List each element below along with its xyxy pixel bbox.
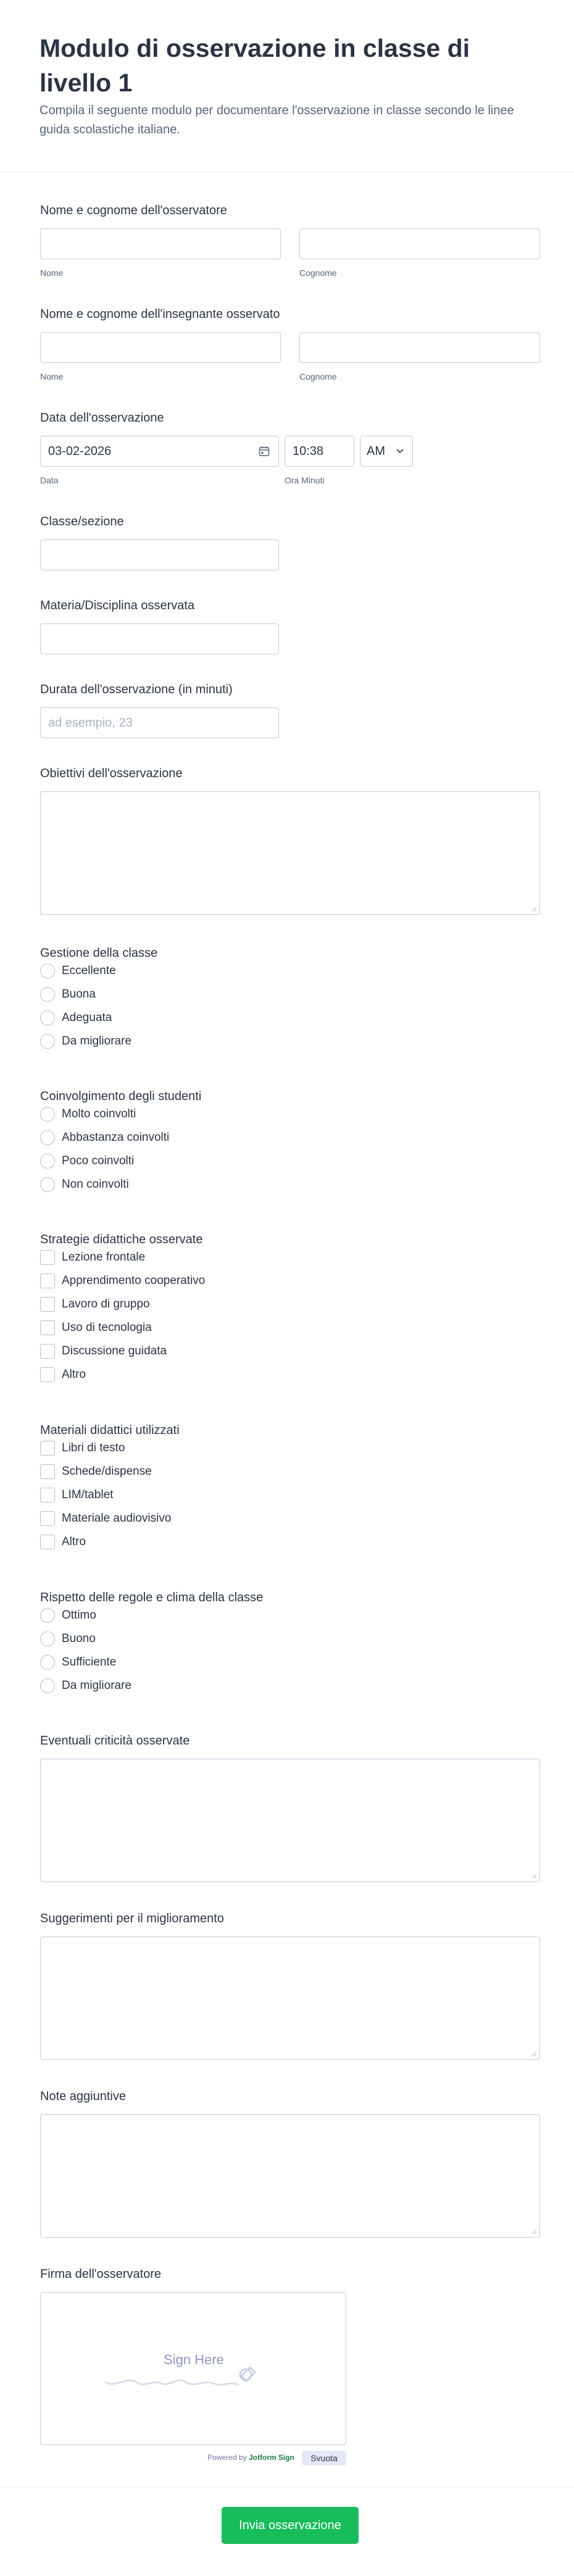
- option-label: Altro: [62, 1535, 86, 1548]
- class-management-label: Gestione della classe: [40, 946, 158, 960]
- option-label: Ottimo: [62, 1609, 96, 1622]
- materials-field: [40, 1422, 540, 1562]
- checkbox-option[interactable]: [40, 1248, 145, 1267]
- resize-grip-icon[interactable]: [531, 2051, 537, 2057]
- class-section-label: Classe/sezione: [40, 515, 124, 528]
- strategies-field: [40, 1231, 540, 1394]
- suggestions-label: Suggerimenti per il miglioramento: [40, 1912, 224, 1925]
- radio-option[interactable]: [40, 1677, 131, 1695]
- objectives-label: Obiettivi dell'osservazione: [40, 767, 183, 780]
- checkbox[interactable]: [40, 1344, 55, 1359]
- observer-last-name-input[interactable]: [299, 228, 540, 259]
- option-label: Libri di testo: [62, 1441, 125, 1454]
- radio-option[interactable]: [40, 1128, 169, 1147]
- checkbox[interactable]: [40, 1250, 55, 1265]
- radio-button[interactable]: [40, 1177, 55, 1192]
- radio-button[interactable]: [40, 1107, 55, 1122]
- time-input[interactable]: [285, 436, 354, 467]
- teacher-name-field: [40, 306, 540, 386]
- signature-field: [40, 2265, 540, 2466]
- checkbox-option[interactable]: [40, 1439, 125, 1457]
- option-label: Buono: [62, 1632, 96, 1645]
- option-label: Uso di tecnologia: [62, 1321, 152, 1334]
- observer-last-name-sublabel: Cognome: [299, 268, 337, 278]
- radio-button[interactable]: [40, 1034, 55, 1049]
- footer-divider: [0, 2486, 574, 2487]
- class-section-input[interactable]: [40, 540, 279, 570]
- ampm-select[interactable]: [360, 436, 413, 467]
- option-label: Da migliorare: [62, 1035, 131, 1048]
- issues-field: [40, 1732, 540, 1886]
- teacher-last-name-input[interactable]: [299, 332, 540, 363]
- signature-pad[interactable]: [40, 2292, 346, 2445]
- rules-climate-label: Rispetto delle regole e clima della classe: [40, 1591, 264, 1604]
- radio-button[interactable]: [40, 1678, 55, 1693]
- checkbox[interactable]: [40, 1488, 55, 1503]
- suggestions-textarea[interactable]: [40, 1936, 540, 2060]
- subject-input[interactable]: [40, 623, 279, 654]
- form-header: [0, 0, 574, 172]
- time-sublabel: Ora Minuti: [285, 475, 325, 485]
- teacher-first-name-sublabel: Nome: [40, 372, 64, 381]
- checkbox-option[interactable]: [40, 1319, 152, 1337]
- checkbox[interactable]: [40, 1511, 55, 1526]
- observation-date-field: [40, 409, 540, 490]
- option-label: LIM/tablet: [62, 1488, 114, 1501]
- date-value: 03-02-2026: [48, 444, 112, 458]
- radio-option[interactable]: [40, 1175, 129, 1194]
- student-engagement-field: [40, 1088, 540, 1205]
- rules-climate-field: [40, 1589, 540, 1706]
- teacher-first-name-input[interactable]: [40, 332, 281, 363]
- option-label: Discussione guidata: [62, 1344, 167, 1357]
- ampm-value: AM: [367, 444, 385, 458]
- radio-button[interactable]: [40, 1608, 55, 1623]
- duration-label: Durata dell'osservazione (in minuti): [40, 683, 233, 696]
- radio-button[interactable]: [40, 1632, 55, 1646]
- chevron-down-icon: [396, 449, 404, 454]
- option-label: Sufficiente: [62, 1656, 117, 1669]
- radio-option[interactable]: [40, 962, 116, 980]
- teacher-name-label: Nome e cognome dell'insegnante osservato: [40, 307, 280, 321]
- signature-placeholder: Sign Here: [164, 2352, 224, 2367]
- radio-button[interactable]: [40, 1655, 55, 1670]
- radio-button[interactable]: [40, 987, 55, 1002]
- option-label: Eccellente: [62, 964, 116, 977]
- checkbox-option[interactable]: [40, 1509, 171, 1528]
- option-label: Buona: [62, 988, 96, 1001]
- checkbox-option[interactable]: [40, 1272, 205, 1290]
- option-label: Adeguata: [62, 1011, 112, 1024]
- radio-option[interactable]: [40, 1105, 136, 1123]
- observation-date-label: Data dell'osservazione: [40, 411, 164, 425]
- objectives-textarea[interactable]: [40, 791, 540, 915]
- checkbox[interactable]: [40, 1535, 55, 1549]
- date-input[interactable]: [40, 436, 279, 467]
- radio-button[interactable]: [40, 1154, 55, 1169]
- option-label: Schede/dispense: [62, 1465, 152, 1478]
- observer-name-field: [40, 202, 540, 282]
- option-label: Poco coinvolti: [62, 1154, 135, 1167]
- powered-by-prefix: Powered by: [207, 2453, 247, 2462]
- radio-option[interactable]: [40, 1653, 116, 1672]
- objectives-field: [40, 765, 540, 919]
- checkbox[interactable]: [40, 1367, 55, 1382]
- strategies-label: Strategie didattiche osservate: [40, 1233, 203, 1246]
- radio-option[interactable]: [40, 1630, 96, 1648]
- resize-grip-icon[interactable]: [531, 906, 537, 912]
- checkbox[interactable]: [40, 1273, 55, 1288]
- time-value: 10:38: [293, 444, 324, 458]
- student-engagement-label: Coinvolgimento degli studenti: [40, 1090, 202, 1103]
- duration-placeholder: ad esempio, 23: [48, 716, 133, 730]
- radio-option[interactable]: [40, 1009, 112, 1027]
- option-label: Lavoro di gruppo: [62, 1298, 150, 1311]
- notes-field: [40, 2088, 540, 2242]
- option-label: Molto coinvolti: [62, 1107, 136, 1120]
- class-management-field: [40, 944, 540, 1062]
- checkbox-option[interactable]: [40, 1365, 86, 1384]
- checkbox-option[interactable]: [40, 1295, 150, 1314]
- teacher-last-name-sublabel: Cognome: [299, 372, 337, 381]
- checkbox[interactable]: [40, 1320, 55, 1335]
- calendar-icon[interactable]: [259, 446, 270, 457]
- option-label: Apprendimento cooperativo: [62, 1274, 206, 1287]
- checkbox[interactable]: [40, 1297, 55, 1312]
- checkbox-option[interactable]: [40, 1486, 113, 1504]
- suggestions-field: [40, 1910, 540, 2064]
- duration-field: [40, 681, 540, 740]
- form-title: Modulo di osservazione in classe di livello 1: [40, 34, 470, 97]
- notes-textarea[interactable]: [40, 2114, 540, 2238]
- checkbox[interactable]: [40, 1441, 55, 1456]
- radio-button[interactable]: [40, 964, 55, 978]
- issues-textarea[interactable]: [40, 1759, 540, 1882]
- powered-by-brand: Jotform Sign: [249, 2453, 294, 2462]
- subject-field: [40, 597, 540, 656]
- submit-button[interactable]: Invia osservazione: [222, 2507, 359, 2544]
- option-label: Abbastanza coinvolti: [62, 1131, 170, 1144]
- notes-label: Note aggiuntive: [40, 2090, 126, 2103]
- option-label: Lezione frontale: [62, 1251, 146, 1264]
- resize-grip-icon[interactable]: [531, 1873, 537, 1879]
- option-label: Altro: [62, 1368, 86, 1381]
- observer-name-label: Nome e cognome dell'osservatore: [40, 204, 227, 217]
- checkbox[interactable]: [40, 1464, 55, 1479]
- radio-option[interactable]: [40, 985, 96, 1004]
- option-label: Da migliorare: [62, 1679, 131, 1692]
- observer-first-name-sublabel: Nome: [40, 268, 64, 278]
- radio-option[interactable]: [40, 1152, 134, 1170]
- radio-button[interactable]: [40, 1130, 55, 1145]
- checkbox-option[interactable]: [40, 1342, 167, 1361]
- duration-input[interactable]: [40, 707, 279, 738]
- signature-label: Firma dell'osservatore: [40, 2267, 162, 2281]
- date-sublabel: Data: [40, 475, 59, 485]
- materials-label: Materiali didattici utilizzati: [40, 1423, 180, 1437]
- radio-button[interactable]: [40, 1011, 55, 1025]
- checkbox-option[interactable]: [40, 1533, 86, 1551]
- radio-option[interactable]: [40, 1606, 96, 1625]
- clear-signature-button[interactable]: Svuota: [302, 2451, 346, 2466]
- form-subtitle: Compila il seguente modulo per documentare l'osservazione in classe secondo le linee guida scolastiche italiane.: [40, 104, 514, 136]
- class-section-field: [40, 513, 540, 572]
- radio-option[interactable]: [40, 1032, 131, 1051]
- option-label: Non coinvolti: [62, 1178, 129, 1191]
- checkbox-option[interactable]: [40, 1462, 152, 1481]
- option-label: Materiale audiovisivo: [62, 1512, 172, 1525]
- resize-grip-icon[interactable]: [531, 2228, 537, 2235]
- signature-footer: [40, 2451, 346, 2466]
- issues-label: Eventuali criticità osservate: [40, 1734, 190, 1748]
- subject-label: Materia/Disciplina osservata: [40, 599, 195, 612]
- powered-by-text: [207, 2453, 294, 2462]
- observer-first-name-input[interactable]: [40, 228, 281, 259]
